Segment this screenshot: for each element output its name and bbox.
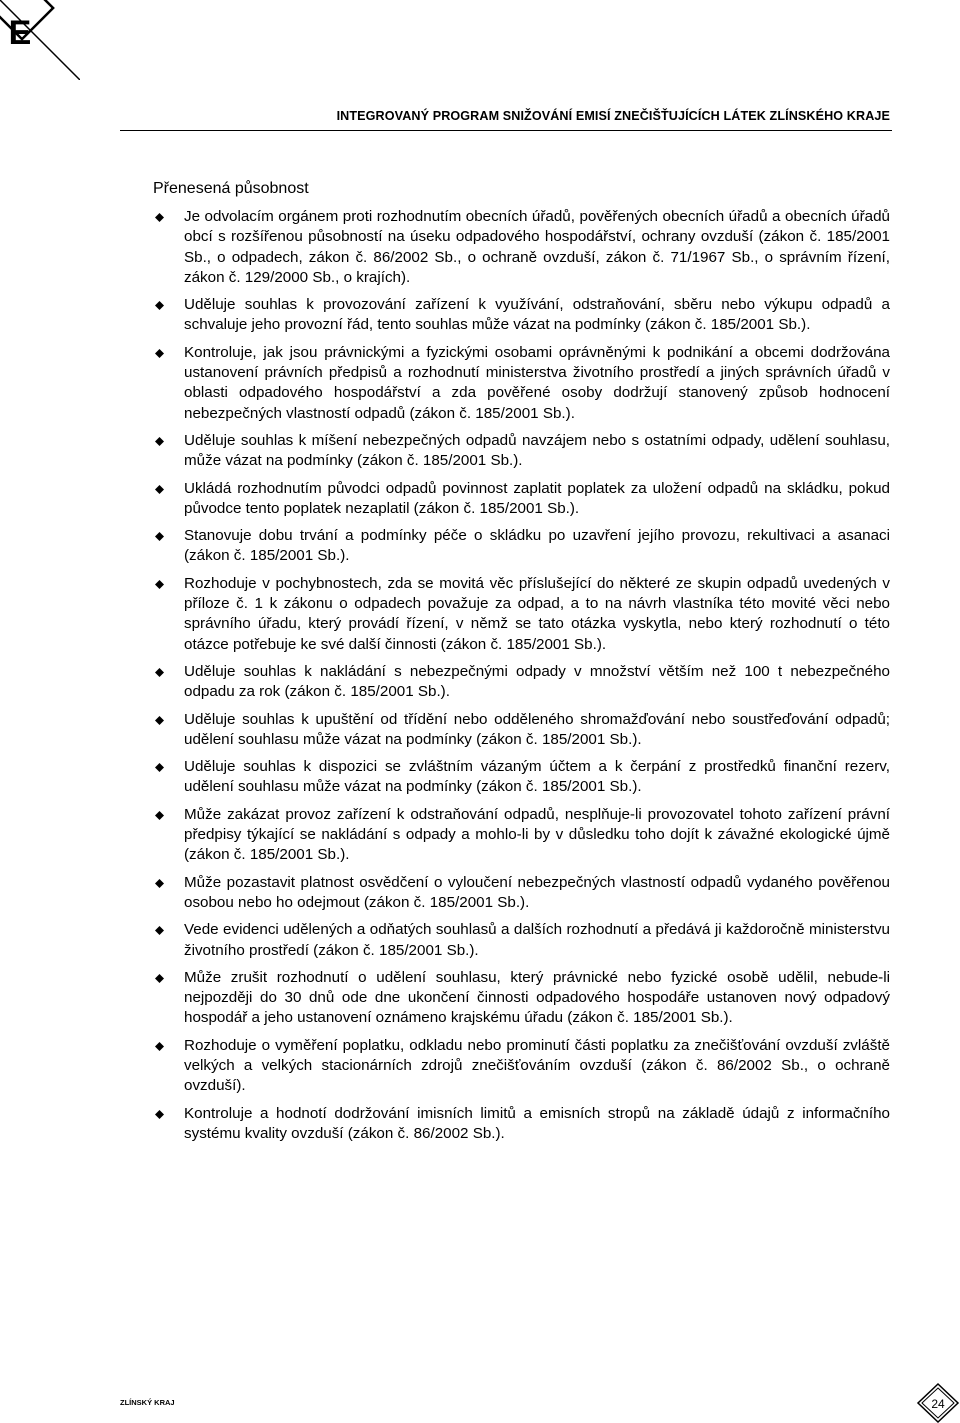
diamond-bullet-icon xyxy=(155,763,164,772)
list-item xyxy=(153,805,890,866)
diamond-bullet-icon xyxy=(155,349,164,358)
list-item xyxy=(153,574,890,655)
list-item-text: Uděluje souhlas k míšení nebezpečných odpadů navzájem nebo s ostatními odpady, udělení souhlasu, může vázat na podmínky (zákon č. 185/2001 Sb.). xyxy=(184,431,890,470)
diamond-bullet-icon xyxy=(155,879,164,888)
list-item-text: Rozhoduje o vyměření poplatku, odkladu nebo prominutí části poplatku za znečišťování ovzduší zvláště velkých a velkých stacionárních zdrojů znečišťováním ovzduší (zákon č. 86/2002 Sb., o ochraně ovzduší). xyxy=(184,1036,890,1095)
logo-icon xyxy=(0,0,80,80)
diamond-bullet-icon xyxy=(155,974,164,983)
list-item-text: Ukládá rozhodnutím původci odpadů povinnost zaplatit poplatek za uložení odpadů na skládku, pokud původce tento poplatek nezaplatil (zákon č. 185/2001 Sb.). xyxy=(184,479,890,517)
list-item-text: Může zakázat provoz zařízení k odstraňování odpadů, nesplňuje-li provozovatel tohoto zařízení právní předpisy týkající se nakládání s odpady a mohlo-li by v důsledku toho dojít k závažné ekologické újmě (zákon č. 185/2001 Sb.). xyxy=(184,805,890,864)
list-item xyxy=(153,343,890,424)
list-item xyxy=(153,295,890,336)
diamond-bullet-icon xyxy=(155,716,164,725)
list-item xyxy=(153,757,890,798)
list-item xyxy=(153,1036,890,1097)
list-item-text: Vede evidenci udělených a odňatých souhlasů a dalších rozhodnutí a předává ji každoročně ministerstvu životního prostředí (zákon č. 185/2001 Sb.). xyxy=(184,921,890,959)
list-item xyxy=(153,920,890,961)
diamond-bullet-icon xyxy=(155,668,164,677)
list-item xyxy=(153,968,890,1029)
list-item-text: Je odvolacím orgánem proti rozhodnutím obecních úřadů, pověřených obecních úřadů a obecních úřadů obcí s rozšířenou působností na úseku odpadového hospodářství, ochrany ovzduší (zákon č. 185/2001 Sb., o odpadech, zákon č. 86/2002 Sb., o ochraně ovzduší, zákon č. 71/1967 Sb., o správním řízení, zákon č. 129/2000 Sb., o krajích). xyxy=(184,208,890,286)
list-item xyxy=(153,710,890,751)
diamond-bullet-icon xyxy=(155,1110,164,1119)
list-item xyxy=(153,662,890,703)
header-title: INTEGROVANÝ PROGRAM SNIŽOVÁNÍ EMISÍ ZNEČIŠŤUJÍCÍCH LÁTEK ZLÍNSKÉHO KRAJE xyxy=(336,109,890,123)
list-item-text: Kontroluje a hodnotí dodržování imisních limitů a emisních stropů na základě údajů z informačního systému kvality ovzduší (zákon č. 86/2002 Sb.). xyxy=(184,1104,890,1142)
diamond-bullet-icon xyxy=(155,580,164,589)
diamond-bullet-icon xyxy=(155,437,164,446)
diamond-bullet-icon xyxy=(155,1042,164,1051)
list-item-text: Rozhoduje v pochybnostech, zda se movitá věc příslušející do některé ze skupin odpadů uvedených v příloze č. 1 k zákonu o odpadech považuje za odpad, a to na návrh vlastníka této movité věci nebo správního úřadu, který provádí řízení, v němž se tato otázka vyskytla, nebo který rozhodnutí o této otázce potřebuje ke své další činnosti (zákon č. 185/2001 Sb.). xyxy=(184,574,890,653)
diamond-bullet-icon xyxy=(155,301,164,310)
diamond-bullet-icon xyxy=(155,811,164,820)
list-item-text: Může zrušit rozhodnutí o udělení souhlasu, který právnické nebo fyzické osobě udělil, nebude-li nejpozději do 30 dnů ode dne ukončení činnosti odpadového hospodáře ustanoven nový odpadový hospodář a jeho ustanovení oznámeno krajskému úřadu (zákon č. 185/2001 Sb.). xyxy=(184,968,890,1027)
list-item-text: Může pozastavit platnost osvědčení o vyloučení nebezpečných vlastností odpadů vydaného pověřenou osobou nebo ho odejmout (zákon č. 185/2001 Sb.). xyxy=(184,873,890,911)
page-number-badge xyxy=(916,1382,960,1423)
list-item-text: Uděluje souhlas k nakládání s nebezpečnými odpady v množství větším než 100 t nebezpečného odpadu za rok (zákon č. 185/2001 Sb.). xyxy=(184,662,890,701)
bullet-list xyxy=(153,207,890,1151)
list-item xyxy=(153,526,890,567)
list-item-text: Uděluje souhlas k dispozici se zvláštním vázaným účtem a k čerpání z prostředků finanční rezerv, udělení souhlasu může vázat na podmínky (zákon č. 185/2001 Sb.). xyxy=(184,758,890,796)
header-divider xyxy=(120,130,892,131)
diamond-bullet-icon xyxy=(155,485,164,494)
list-item-text: Uděluje souhlas k provozování zařízení k využívání, odstraňování, sběru nebo výkupu odpadů a schvaluje jeho provozní řád, tento souhlas může vázat na podmínky (zákon č. 185/2001 Sb.). xyxy=(184,296,890,334)
list-item xyxy=(153,431,890,472)
footer-region-name: ZLÍNSKÝ KRAJ xyxy=(120,1398,175,1407)
list-item-text: Stanovuje dobu trvání a podmínky péče o skládku po uzavření jejího provozu, rekultivaci a asanaci (zákon č. 185/2001 Sb.). xyxy=(184,527,890,565)
list-item xyxy=(153,873,890,914)
diamond-bullet-icon xyxy=(155,926,164,935)
list-item xyxy=(153,207,890,288)
list-item-text: Kontroluje, jak jsou právnickými a fyzickými osobami oprávněnými k podnikání a obcemi dodržována ustanovení právních předpisů a rozhodnutí ministerstva životního prostředí a jiných správních úřadů v oblasti odpadového hospodářství a zda pověřené osoby dodržují stanovený způsob hodnocení nebezpečných vlastností odpadů (zákon č. 185/2001 Sb.). xyxy=(184,343,890,422)
list-item xyxy=(153,1104,890,1145)
section-title: Přenesená působnost xyxy=(153,180,309,197)
list-item-text: Uděluje souhlas k upuštění od třídění nebo odděleného shromažďování nebo soustřeďování odpadů; udělení souhlasu může vázat na podmínky (zákon č. 185/2001 Sb.). xyxy=(184,710,890,748)
page-number: 24 xyxy=(931,1397,945,1411)
diamond-bullet-icon xyxy=(155,532,164,541)
logo-letter: E xyxy=(8,14,32,52)
list-item xyxy=(153,479,890,520)
diamond-bullet-icon xyxy=(155,213,164,222)
